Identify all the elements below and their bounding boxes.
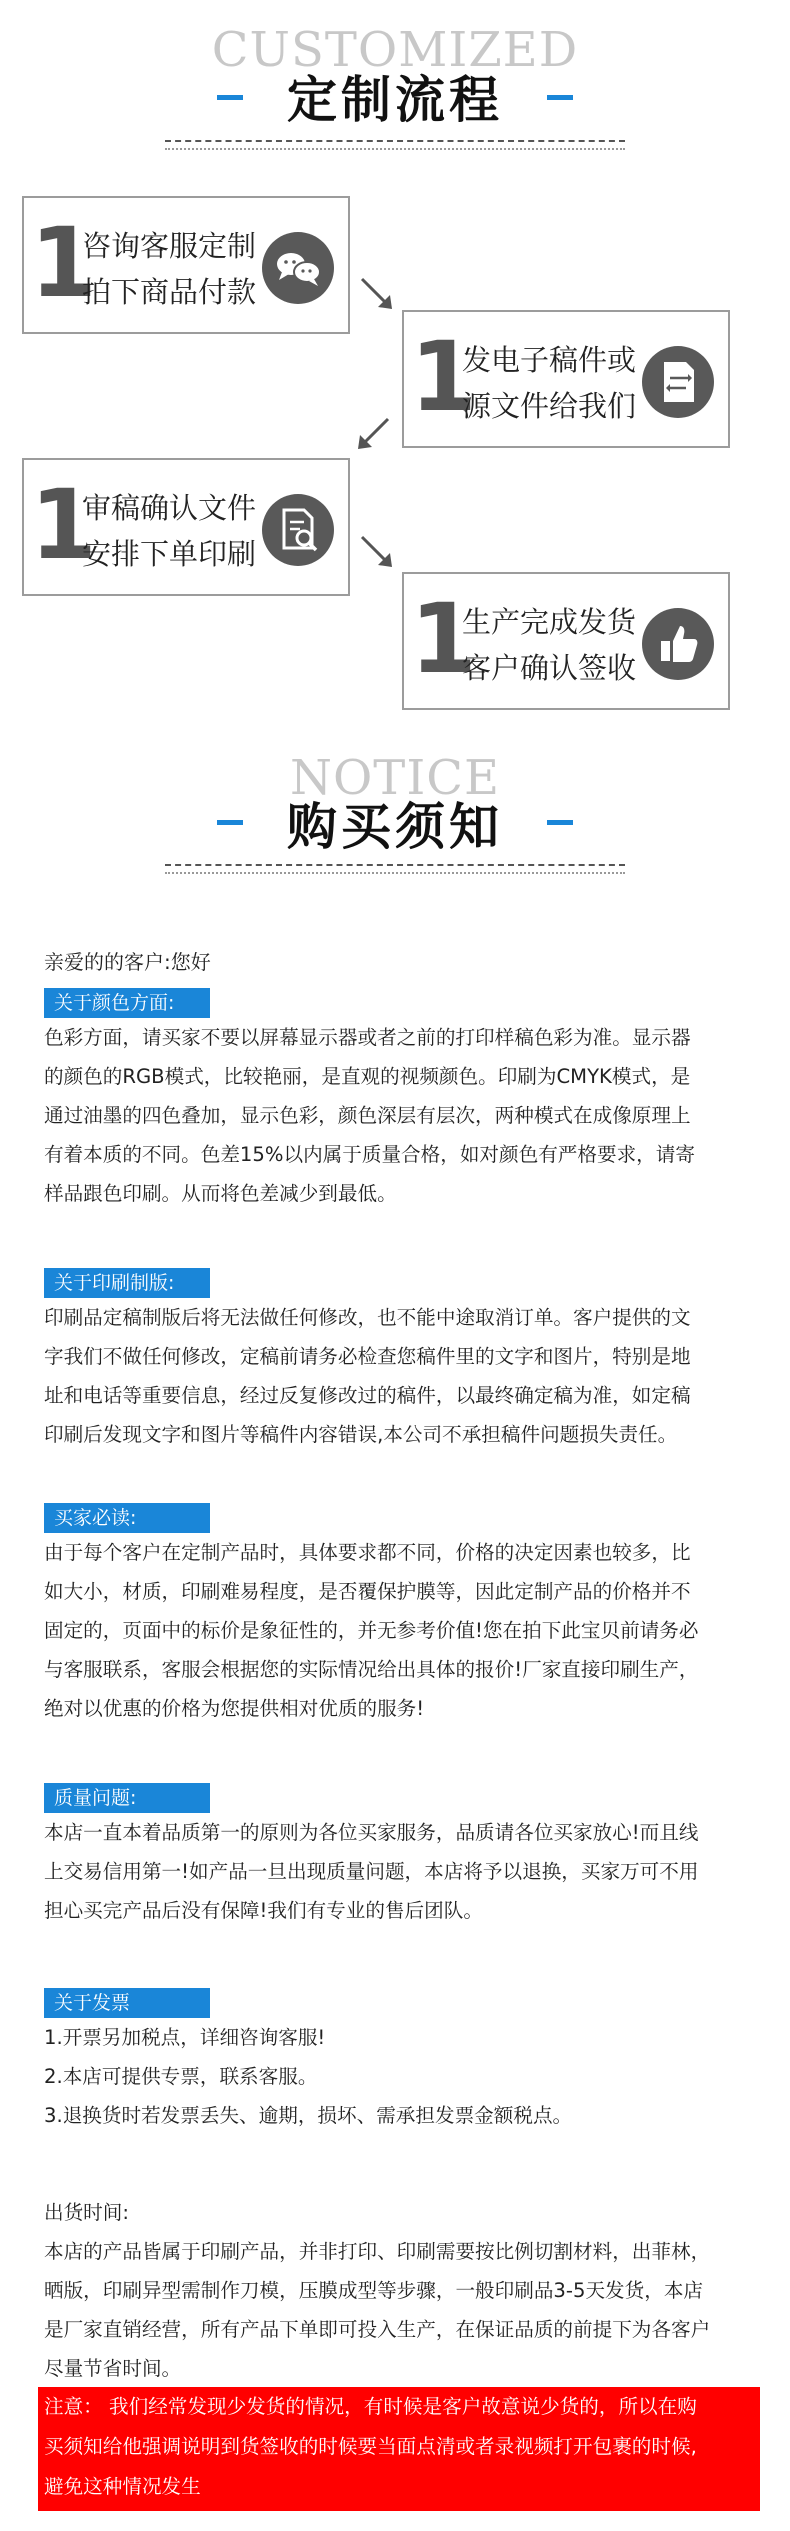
paragraph-line: 样品跟色印刷。从而将色差减少到最低。 <box>44 1182 397 1205</box>
paragraph-line: 色彩方面，请买家不要以屏幕显示器或者之前的打印样稿色彩为准。显示器 <box>44 1026 691 1049</box>
arrow-down-left-icon <box>352 415 392 455</box>
notice-paragraph-invoice <box>44 2018 756 2135</box>
section-title-purchase-notice: 购买须知 <box>287 798 503 856</box>
step-card-3 <box>22 458 350 596</box>
warning-line: 买须知给他强调说明到货签收的时候要当面点清或者录视频打开包裹的时候, <box>44 2435 697 2458</box>
step-number: 1 <box>410 583 477 695</box>
paragraph-line: 址和电话等重要信息，经过反复修改过的稿件，以最终确定稿为准，如定稿 <box>44 1384 691 1407</box>
thumbs-up-icon <box>642 608 714 680</box>
paragraph-line: 绝对以优惠的价格为您提供相对优质的服务! <box>44 1697 425 1720</box>
paragraph-line: 2.本店可提供专票，联系客服。 <box>44 2065 318 2088</box>
step-number: 1 <box>30 207 97 319</box>
arrow-down-right-icon <box>358 275 398 315</box>
paragraph-line: 印刷品定稿制版后将无法做任何修改，也不能中途取消订单。客户提供的文 <box>44 1306 691 1329</box>
paragraph-line: 通过油墨的四色叠加，显示色彩，颜色深层有层次，两种模式在成像原理上 <box>44 1104 691 1127</box>
title-dash-right <box>547 820 573 825</box>
section-title-process: 定制流程 <box>287 71 503 129</box>
paragraph-line: 印刷后发现文字和图片等稿件内容错误,本公司不承担稿件问题损失责任。 <box>44 1423 678 1446</box>
step-line-1: 发电子稿件或 <box>462 343 637 377</box>
paragraph-line: 上交易信用第一!如产品一旦出现质量问题，本店将予以退换，买家万可不用 <box>44 1860 699 1883</box>
step-line-1: 生产完成发货 <box>462 605 637 639</box>
notice-paragraph-quality <box>44 1813 756 1930</box>
step-line-2: 客户确认签收 <box>462 651 637 685</box>
chat-bubbles-icon <box>262 232 334 304</box>
paragraph-line: 担心买完产品后没有保障!我们有专业的售后团队。 <box>44 1899 483 1922</box>
notice-tag-printing: 关于印刷制版: <box>44 1268 210 1298</box>
title-dash-left <box>217 95 243 100</box>
paragraph-line: 是厂家直销经营，所有产品下单即可投入生产，在保证品质的前提下为各客户 <box>44 2318 711 2341</box>
step-line-2: 拍下商品付款 <box>82 275 257 309</box>
paragraph-line: 如大小，材质，印刷难易程度，是否覆保护膜等，因此定制产品的价格并不 <box>44 1580 691 1603</box>
step-line-1: 审稿确认文件 <box>82 491 257 525</box>
step-number: 1 <box>410 321 477 433</box>
section-ghost-title-customized: CUSTOMIZED <box>211 22 579 78</box>
paragraph-line: 固定的，页面中的标价是象征性的，并无参考价值!您在拍下此宝贝前请务必 <box>44 1619 699 1642</box>
shipping-section <box>44 2193 756 2388</box>
paragraph-line: 本店的产品皆属于印刷产品，并非打印、印刷需要按比例切割材料，出菲林， <box>44 2240 711 2263</box>
paragraph-line: 晒版，印刷异型需制作刀模，压膜成型等步骤，一般印刷品3-5天发货，本店 <box>44 2279 704 2302</box>
notice-tag-quality: 质量问题: <box>44 1783 210 1813</box>
warning-line: 避免这种情况发生 <box>44 2475 201 2498</box>
notice-paragraph-printing <box>44 1298 756 1454</box>
notice-paragraph-color <box>44 1018 756 1213</box>
paragraph-line: 的颜色的RGB模式，比较艳丽，是直观的视频颜色。印刷为CMYK模式，是 <box>44 1065 691 1088</box>
notice-tag-buyer-must-read: 买家必读: <box>44 1503 210 1533</box>
warning-line: 注意： 我们经常发现少发货的情况，有时候是客户故意说少货的，所以在购 <box>44 2395 697 2418</box>
paragraph-line: 与客服联系，客服会根据您的实际情况给出具体的报价!厂家直接印刷生产， <box>44 1658 699 1681</box>
paragraph-line: 有着本质的不同。色差15%以内属于质量合格，如对颜色有严格要求，请寄 <box>44 1143 695 1166</box>
notice-tag-invoice: 关于发票 <box>44 1988 210 2018</box>
step-line-2: 源文件给我们 <box>462 389 637 423</box>
paragraph-line: 3.退换货时若发票丢失、逾期，损坏、需承担发票金额税点。 <box>44 2104 573 2127</box>
document-search-icon <box>262 494 334 566</box>
step-card-4 <box>402 572 730 710</box>
dotted-divider <box>165 140 625 150</box>
notice-tag-color: 关于颜色方面: <box>44 988 210 1018</box>
paragraph-line: 尽量节省时间。 <box>44 2357 182 2380</box>
notice-paragraph-buyer <box>44 1533 756 1728</box>
step-number: 1 <box>30 469 97 581</box>
step-card-1 <box>22 196 350 334</box>
paragraph-line: 1.开票另加税点，详细咨询客服! <box>44 2026 326 2049</box>
title-dash-right <box>547 95 573 100</box>
step-line-2: 安排下单印刷 <box>82 537 257 571</box>
shipping-heading: 出货时间: <box>44 2201 129 2224</box>
dotted-divider <box>165 864 625 874</box>
step-card-2 <box>402 310 730 448</box>
warning-banner <box>38 2387 760 2511</box>
file-transfer-icon <box>642 346 714 418</box>
title-dash-left <box>217 820 243 825</box>
greeting: 亲爱的的客户:您好 <box>44 950 211 974</box>
arrow-down-right-icon <box>358 533 398 573</box>
paragraph-line: 本店一直本着品质第一的原则为各位买家服务，品质请各位买家放心!而且线 <box>44 1821 699 1844</box>
paragraph-line: 字我们不做任何修改，定稿前请务必检查您稿件里的文字和图片，特别是地 <box>44 1345 691 1368</box>
paragraph-line: 由于每个客户在定制产品时，具体要求都不同，价格的决定因素也较多，比 <box>44 1541 691 1564</box>
section-ghost-title-notice: NOTICE <box>289 750 501 806</box>
step-line-1: 咨询客服定制 <box>82 229 257 263</box>
